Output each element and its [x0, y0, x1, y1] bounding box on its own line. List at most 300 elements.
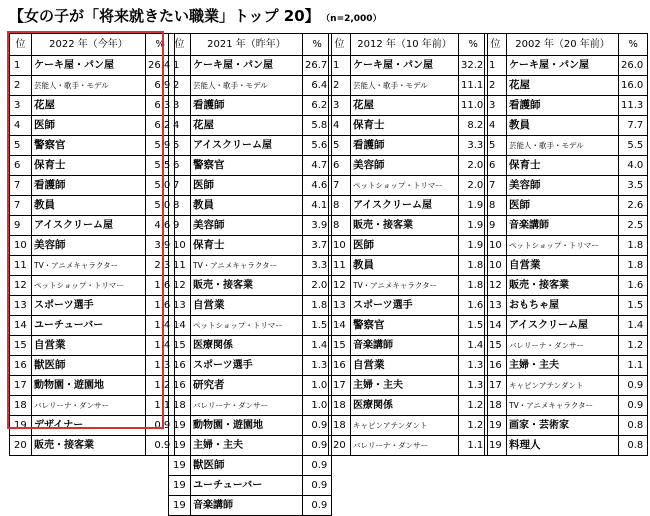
percent-cell: 8.2: [459, 116, 488, 136]
job-cell: 教員: [507, 116, 619, 136]
rank-cell: 6: [485, 156, 507, 176]
percent-cell: 1.8: [303, 296, 332, 316]
job-cell: 教員: [32, 196, 146, 216]
percent-cell: 2.0: [459, 156, 488, 176]
table-row: [169, 256, 332, 276]
job-cell: 販売・接客業: [32, 436, 146, 456]
table-row: [169, 456, 332, 476]
table-row: [329, 56, 488, 76]
job-cell: 教員: [191, 196, 303, 216]
table-header-row: [485, 34, 648, 56]
job-cell: ペットショップ・トリマー: [32, 276, 146, 296]
table-row: [485, 376, 648, 396]
percent-cell: 1.8: [619, 236, 648, 256]
job-cell: ユーチューバー: [32, 316, 146, 336]
ranking-table: [328, 33, 488, 456]
table-row: [329, 96, 488, 116]
ranking-table-2022: [9, 33, 175, 456]
table-row: [485, 76, 648, 96]
job-cell: ケーキ屋・パン屋: [351, 56, 459, 76]
rank-cell: 5: [329, 136, 351, 156]
job-cell: 保育士: [191, 236, 303, 256]
rank-cell: 18: [10, 396, 32, 416]
percent-cell: 6.2: [146, 116, 175, 136]
table-row: [329, 76, 488, 96]
job-cell: おもちゃ屋: [507, 296, 619, 316]
percent-cell: 3.5: [619, 176, 648, 196]
percent-cell: 1.2: [459, 396, 488, 416]
job-cell: 芸能人・歌手・モデル: [507, 136, 619, 156]
rank-cell: 10: [485, 256, 507, 276]
job-cell: 自営業: [32, 336, 146, 356]
rank-cell: 11: [10, 256, 32, 276]
table-row: [169, 216, 332, 236]
job-cell: 花屋: [351, 96, 459, 116]
job-cell: 看護師: [507, 96, 619, 116]
rank-cell: 19: [10, 416, 32, 436]
percent-cell: 5.0: [146, 196, 175, 216]
table-row: [329, 336, 488, 356]
table-row: [485, 336, 648, 356]
job-cell: 販売・接客業: [351, 216, 459, 236]
rank-cell: 10: [485, 236, 507, 256]
table-row: [10, 396, 175, 416]
job-cell: 研究者: [191, 376, 303, 396]
job-cell: 美容師: [507, 176, 619, 196]
rank-cell: 7: [485, 176, 507, 196]
rank-cell: 19: [169, 496, 191, 516]
percent-header: %: [303, 34, 332, 56]
percent-cell: 2.0: [303, 276, 332, 296]
percent-cell: 1.5: [303, 316, 332, 336]
rank-cell: 11: [169, 256, 191, 276]
job-cell: ケーキ屋・パン屋: [507, 56, 619, 76]
percent-cell: 1.3: [459, 376, 488, 396]
percent-cell: 1.2: [459, 416, 488, 436]
percent-cell: 4.7: [303, 156, 332, 176]
table-row: [485, 436, 648, 456]
table-row: [329, 396, 488, 416]
rank-cell: 12: [169, 276, 191, 296]
period-header: 2012 年（10 年前）: [351, 34, 459, 56]
rank-cell: 1: [10, 56, 32, 76]
percent-cell: 3.7: [303, 236, 332, 256]
rank-cell: 2: [329, 76, 351, 96]
percent-cell: 1.6: [146, 296, 175, 316]
job-cell: 看護師: [191, 96, 303, 116]
job-cell: スポーツ選手: [351, 296, 459, 316]
rank-header: 位: [169, 34, 191, 56]
rank-cell: 16: [10, 356, 32, 376]
rank-cell: 3: [169, 96, 191, 116]
table-row: [329, 296, 488, 316]
rank-cell: 16: [169, 376, 191, 396]
rank-cell: 14: [10, 316, 32, 336]
table-row: [485, 316, 648, 336]
job-cell: 看護師: [32, 176, 146, 196]
rank-cell: 4: [329, 116, 351, 136]
table-row: [10, 276, 175, 296]
percent-cell: 1.8: [459, 256, 488, 276]
rank-cell: 13: [10, 296, 32, 316]
percent-cell: 1.0: [303, 376, 332, 396]
rank-cell: 14: [329, 316, 351, 336]
table-row: [169, 96, 332, 116]
table-row: [485, 216, 648, 236]
job-cell: 獣医師: [191, 456, 303, 476]
job-cell: 音楽講師: [507, 216, 619, 236]
table-header-row: [10, 34, 175, 56]
rank-cell: 1: [169, 56, 191, 76]
table-row: [169, 356, 332, 376]
table-row: [169, 176, 332, 196]
page-title: [9, 5, 382, 27]
job-cell: 芸能人・歌手・モデル: [351, 76, 459, 96]
job-cell: ユーチューバー: [191, 476, 303, 496]
table-row: [329, 416, 488, 436]
rank-cell: 5: [485, 136, 507, 156]
job-cell: 医療関係: [351, 396, 459, 416]
percent-cell: 6.9: [146, 76, 175, 96]
percent-cell: 1.6: [459, 296, 488, 316]
job-cell: アイスクリーム屋: [191, 136, 303, 156]
percent-cell: 1.1: [459, 436, 488, 456]
percent-cell: 1.4: [303, 336, 332, 356]
job-cell: TV・アニメキャラクター: [191, 256, 303, 276]
job-cell: ケーキ屋・パン屋: [32, 56, 146, 76]
ranking-table: [9, 33, 175, 456]
percent-cell: 0.9: [619, 396, 648, 416]
table-header-row: [329, 34, 488, 56]
job-cell: 医師: [191, 176, 303, 196]
rank-cell: 18: [329, 396, 351, 416]
job-cell: 美容師: [351, 156, 459, 176]
rank-cell: 12: [485, 276, 507, 296]
percent-cell: 6.2: [303, 96, 332, 116]
rank-cell: 3: [329, 96, 351, 116]
table-row: [485, 96, 648, 116]
ranking-table-2002: [484, 33, 648, 456]
rank-cell: 17: [485, 376, 507, 396]
percent-cell: 1.8: [619, 256, 648, 276]
job-cell: キャビンアテンダント: [507, 376, 619, 396]
rank-cell: 11: [329, 256, 351, 276]
rank-cell: 20: [10, 436, 32, 456]
table-row: [485, 256, 648, 276]
job-cell: 販売・接客業: [507, 276, 619, 296]
rank-cell: 7: [10, 176, 32, 196]
table-row: [329, 236, 488, 256]
percent-header: %: [146, 34, 175, 56]
rank-cell: 13: [329, 296, 351, 316]
rank-cell: 8: [329, 196, 351, 216]
percent-cell: 5.5: [619, 136, 648, 156]
job-cell: 音楽講師: [351, 336, 459, 356]
job-cell: アイスクリーム屋: [351, 196, 459, 216]
table-row: [485, 196, 648, 216]
rank-cell: 18: [329, 416, 351, 436]
table-row: [169, 116, 332, 136]
percent-cell: 1.3: [459, 356, 488, 376]
rank-cell: 6: [10, 156, 32, 176]
percent-cell: 1.6: [146, 276, 175, 296]
job-cell: 花屋: [32, 96, 146, 116]
percent-cell: 2.5: [619, 216, 648, 236]
percent-cell: 1.4: [146, 336, 175, 356]
table-row: [10, 116, 175, 136]
rank-cell: 9: [169, 216, 191, 236]
percent-cell: 0.9: [303, 416, 332, 436]
percent-cell: 5.5: [146, 156, 175, 176]
table-row: [329, 196, 488, 216]
rank-cell: 7: [329, 176, 351, 196]
job-cell: 主婦・主夫: [351, 376, 459, 396]
rank-cell: 4: [169, 116, 191, 136]
job-cell: 料理人: [507, 436, 619, 456]
percent-cell: 32.2: [459, 56, 488, 76]
job-cell: 主婦・主夫: [507, 356, 619, 376]
table-row: [10, 136, 175, 156]
rank-cell: 13: [485, 296, 507, 316]
job-cell: 主婦・主夫: [191, 436, 303, 456]
percent-cell: 1.0: [303, 396, 332, 416]
percent-cell: 11.0: [459, 96, 488, 116]
table-row: [10, 316, 175, 336]
rank-cell: 1: [485, 56, 507, 76]
percent-cell: 1.4: [146, 316, 175, 336]
job-cell: 警察官: [191, 156, 303, 176]
rank-cell: 14: [169, 316, 191, 336]
percent-cell: 0.9: [303, 496, 332, 516]
percent-cell: 3.3: [303, 256, 332, 276]
percent-cell: 0.9: [146, 416, 175, 436]
ranking-table-2012: [328, 33, 488, 456]
percent-cell: 1.3: [146, 356, 175, 376]
percent-cell: 0.9: [303, 476, 332, 496]
rank-cell: 19: [485, 416, 507, 436]
job-cell: デザイナー: [32, 416, 146, 436]
rank-cell: 2: [485, 76, 507, 96]
percent-cell: 1.3: [303, 356, 332, 376]
job-cell: 医師: [32, 116, 146, 136]
job-cell: キャビンアテンダント: [351, 416, 459, 436]
percent-cell: 1.8: [459, 276, 488, 296]
percent-cell: 3.3: [459, 136, 488, 156]
job-cell: 医師: [351, 236, 459, 256]
table-row: [485, 296, 648, 316]
rank-cell: 13: [169, 296, 191, 316]
percent-cell: 4.6: [303, 176, 332, 196]
rank-cell: 3: [485, 96, 507, 116]
rank-cell: 12: [10, 276, 32, 296]
table-row: [329, 156, 488, 176]
table-row: [10, 96, 175, 116]
percent-cell: 3.9: [303, 216, 332, 236]
table-row: [485, 356, 648, 376]
period-header: 2002 年（20 年前）: [507, 34, 619, 56]
table-row: [169, 76, 332, 96]
percent-cell: 1.9: [459, 196, 488, 216]
table-row: [485, 56, 648, 76]
job-cell: 芸能人・歌手・モデル: [32, 76, 146, 96]
title-sample-size: （n=2,000）: [325, 14, 382, 24]
job-cell: 警察官: [351, 316, 459, 336]
percent-cell: 6.4: [303, 76, 332, 96]
job-cell: 美容師: [32, 236, 146, 256]
percent-cell: 0.9: [619, 376, 648, 396]
percent-header: %: [459, 34, 488, 56]
job-cell: 自営業: [191, 296, 303, 316]
table-row: [485, 136, 648, 156]
percent-cell: 0.8: [619, 436, 648, 456]
job-cell: 芸能人・歌手・モデル: [191, 76, 303, 96]
percent-cell: 5.8: [303, 116, 332, 136]
rank-cell: 2: [10, 76, 32, 96]
job-cell: 販売・接客業: [191, 276, 303, 296]
percent-cell: 7.7: [619, 116, 648, 136]
job-cell: 動物園・遊園地: [191, 416, 303, 436]
job-cell: 花屋: [191, 116, 303, 136]
table-row: [169, 196, 332, 216]
percent-cell: 11.3: [619, 96, 648, 116]
table-row: [329, 216, 488, 236]
percent-cell: 26.7: [303, 56, 332, 76]
percent-cell: 1.5: [619, 296, 648, 316]
table-row: [10, 256, 175, 276]
job-cell: ペットショップ・トリマー: [191, 316, 303, 336]
table-row: [169, 236, 332, 256]
table-row: [169, 56, 332, 76]
rank-cell: 15: [169, 336, 191, 356]
job-cell: ペットショップ・トリマー: [351, 176, 459, 196]
job-cell: 美容師: [191, 216, 303, 236]
rank-cell: 15: [10, 336, 32, 356]
table-row: [10, 156, 175, 176]
job-cell: 医師: [507, 196, 619, 216]
table-row: [169, 276, 332, 296]
table-row: [10, 376, 175, 396]
title-main: 【女の子が「将来就きたい職業」トップ 20】: [9, 7, 320, 25]
percent-cell: 5.0: [146, 176, 175, 196]
percent-cell: 4.1: [303, 196, 332, 216]
table-row: [485, 116, 648, 136]
job-cell: TV・アニメキャラクター: [351, 276, 459, 296]
percent-cell: 0.9: [146, 436, 175, 456]
table-row: [329, 316, 488, 336]
job-cell: 警察官: [32, 136, 146, 156]
table-row: [10, 216, 175, 236]
job-cell: 医療関係: [191, 336, 303, 356]
ranking-table: [168, 33, 332, 516]
percent-cell: 26.0: [619, 56, 648, 76]
table-row: [329, 136, 488, 156]
rank-cell: 19: [169, 456, 191, 476]
job-cell: TV・アニメキャラクター: [507, 396, 619, 416]
percent-header: %: [619, 34, 648, 56]
job-cell: TV・アニメキャラクター: [32, 256, 146, 276]
job-cell: アイスクリーム屋: [32, 216, 146, 236]
rank-cell: 14: [485, 316, 507, 336]
table-row: [169, 376, 332, 396]
rank-header: 位: [10, 34, 32, 56]
table-row: [329, 276, 488, 296]
table-row: [485, 416, 648, 436]
table-row: [169, 436, 332, 456]
percent-cell: 5.9: [146, 136, 175, 156]
rank-cell: 15: [485, 336, 507, 356]
table-row: [10, 436, 175, 456]
rank-header: 位: [329, 34, 351, 56]
rank-cell: 7: [169, 176, 191, 196]
rank-cell: 5: [169, 136, 191, 156]
rank-cell: 3: [10, 96, 32, 116]
table-row: [169, 156, 332, 176]
job-cell: ペットショップ・トリマー: [507, 236, 619, 256]
rank-cell: 7: [10, 196, 32, 216]
table-row: [10, 236, 175, 256]
table-row: [485, 276, 648, 296]
rank-cell: 4: [485, 116, 507, 136]
rank-cell: 17: [329, 376, 351, 396]
rank-cell: 19: [169, 436, 191, 456]
job-cell: 花屋: [507, 76, 619, 96]
rank-cell: 9: [485, 216, 507, 236]
percent-cell: 26.4: [146, 56, 175, 76]
percent-cell: 1.2: [619, 336, 648, 356]
rank-cell: 12: [329, 276, 351, 296]
job-cell: 看護師: [351, 136, 459, 156]
job-cell: 保育士: [351, 116, 459, 136]
table-row: [329, 116, 488, 136]
job-cell: バレリーナ・ダンサー: [32, 396, 146, 416]
table-row: [169, 336, 332, 356]
table-row: [169, 136, 332, 156]
percent-cell: 5.6: [303, 136, 332, 156]
rank-cell: 8: [169, 196, 191, 216]
table-row: [329, 256, 488, 276]
job-cell: 教員: [351, 256, 459, 276]
table-row: [169, 316, 332, 336]
rank-cell: 18: [485, 396, 507, 416]
rank-cell: 16: [329, 356, 351, 376]
job-cell: 獣医師: [32, 356, 146, 376]
rank-cell: 16: [169, 356, 191, 376]
percent-cell: 3.9: [146, 236, 175, 256]
percent-cell: 2.0: [459, 176, 488, 196]
rank-cell: 8: [485, 196, 507, 216]
percent-cell: 2.6: [619, 196, 648, 216]
rank-cell: 19: [169, 416, 191, 436]
percent-cell: 1.5: [459, 316, 488, 336]
rank-cell: 19: [485, 436, 507, 456]
table-row: [169, 416, 332, 436]
table-row: [485, 156, 648, 176]
rank-cell: 8: [329, 216, 351, 236]
table-row: [10, 296, 175, 316]
percent-cell: 1.6: [619, 276, 648, 296]
table-row: [329, 436, 488, 456]
table-row: [329, 356, 488, 376]
percent-cell: 1.1: [146, 396, 175, 416]
table-row: [10, 356, 175, 376]
job-cell: 音楽講師: [191, 496, 303, 516]
rank-cell: 16: [485, 356, 507, 376]
rank-cell: 6: [169, 156, 191, 176]
percent-cell: 0.8: [619, 416, 648, 436]
rank-cell: 19: [169, 476, 191, 496]
percent-cell: 1.2: [146, 376, 175, 396]
ranking-table-2021: [168, 33, 332, 516]
